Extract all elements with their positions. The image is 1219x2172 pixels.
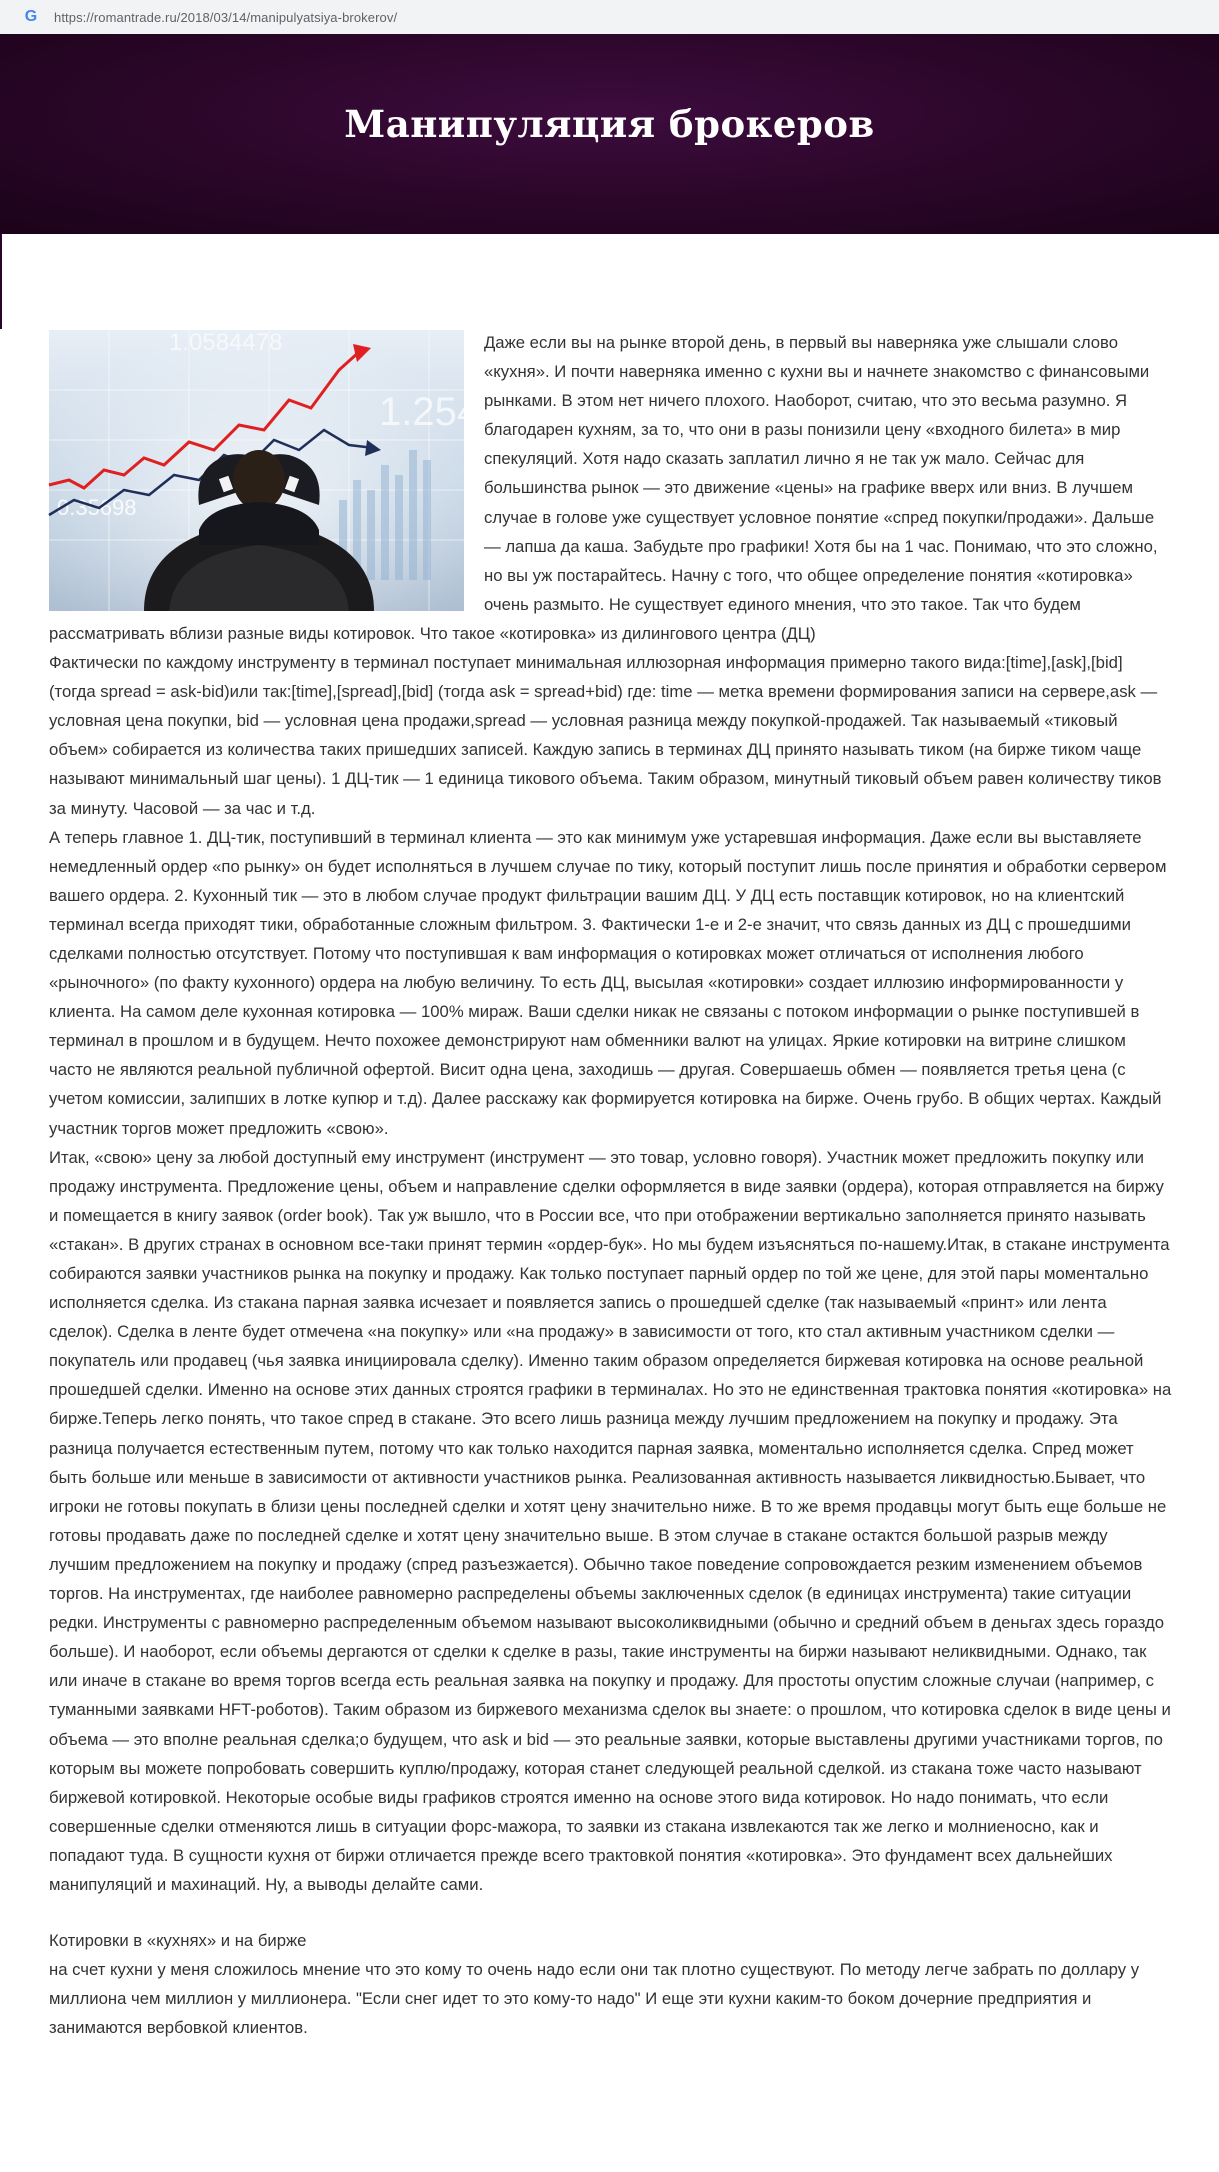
- browser-address-bar[interactable]: [0, 0, 1219, 35]
- article-paragraph-1: Даже если вы на рынке второй день, в первый вы наверняка уже слышали слово «кухня». И почти наверняка именно с кухни вы и начнете знакомство с финансовыми рынками. В этом нет ничего плохого. Наоборот, считаю, что это весьма разумно. Я благодарен кухням, за то, что они в разы понизили цену «входного билета» в мир спекуляций. Хотя надо сказать заплатил лично я не так уж мало. Сейчас для большинства рынок — это движение «цены» на графике вверх или вниз. В лучшем случае в голове уже существует условное понятие «спред покупки/продажи». Дальше — лапша да каша. Забудьте про графики! Хотя бы на 1 час. Понимаю, что это сложно, но вы уж постарайтесь. Начну с того, что общее определение понятия «котировка» очень размыто. Не существует единого мнения, что это такое. Так что будем рассматривать вблизи разные виды котировок. Что такое «котировка» из дилингового центра (ДЦ): [49, 333, 1158, 643]
- article-image-trader-chart: [49, 329, 480, 611]
- figure-number-1: 1.0584478: [169, 329, 283, 356]
- article-paragraph-5: на счет кухни у меня сложилось мнение что это кому то очень надо если они так плотно существуют. По методу легче забрать по доллару у миллиона чем миллион у миллионера. "Если снег идет то это кому-то надо" И еще эти кухни каким-то боком дочерние предприятия и занимаются вербовкой клиентов.: [49, 1960, 1140, 2038]
- figure-number-3: 0.35698: [57, 495, 137, 520]
- page-header-banner: [0, 34, 1219, 234]
- article-paragraph-4: Итак, «свою» цену за любой доступный ему инструмент (инструмент — это товар, условно говоря). Участник может предложить покупку или продажу инструмента. Предложение цены, объем и направление сделки оформляется в виде заявки (ордера), которая отправляется на биржу и помещается в книгу заявок (order book). Так уж вышло, что в России все, что при отображении вертикально заполняется принято называть «стакан». В других странах в основном все-таки принят термин «ордер-бук». Но мы будем изъясняться по-нашему.Итак, в стакане инструмента собираются заявки участников рынка на покупку и продажу. Как только поступает парный ордер по той же цене, для этой пары моментально исполняется сделка. Из стакана парная заявка исчезает и появляется запись о прошедшей сделке (так называемый «принт» или лента сделок). Сделка в ленте будет отмечена «на покупку» или «на продажу» в зависимости от того, кто стал активным участником сделки — покупатель или продавец (чья заявка инициировала сделку). Именно таким образом определяется биржевая котировка на основе реальной прошедшей сделки. Именно на основе этих данных строятся графики в терминалах. Но это не единственная трактовка понятия «котировка» на бирже.Теперь легко понять, что такое спред в стакане. Это всего лишь разница между лучшим предложением на покупку и продажу. Эта разница получается естественным путем, потому что как только находится парная заявка, моментально исполняется сделка. Спред может быть больше или меньше в зависимости от активности участников рынка. Реализованная активность называется ликвидностью.Бывает, что игроки не готовы покупать в близи цены последней сделки и хотят цену значительно ниже. В то же время продавцы могут быть еще больше не готовы продавать даже по последней сделке и хотят цену значительно выше. В этом случае в стакане остактся большой разрыв между лучшим предложением на покупку и продажу (спред разъезжается). Обычно такое поведение сопровождается резким изменением объемов торгов. На инструментах, где наиболее равномерно распределены объемы заключенных сделок (в единицах инструмента) такие ситуации редки. Инструменты с равномерно распределенным объемом называют высоколиквидными (обычно и средний объем в деньгах здесь гораздо больше). И наоборот, если объемы дергаются от сделки к сделке в разы, такие инструменты на биржи называют неликвидными. Однако, так или иначе в стакане во время торгов всегда есть реальная заявка на покупку и продажу. Для простоты опустим сложные случаи (например, с туманными заявками HFT-роботов). Таким образом из биржевого механизма сделок вы знаете: о прошлом, что котировка сделок в виде цены и объема — это вполне реальная сделка;о будущем, что ask и bid — это реальные заявки, которые выставлены другими участниками торгов, по которым вы можете попробовать совершить куплю/продажу, которая станет следующей реальной сделкой. из стакана тоже часто называют биржевой котировкой. Некоторые особые виды графиков строятся именно на основе этого вида котировок. Но надо понимать, что если совершенные сделки отменяются лишь в ситуации форс-мажора, то заявки из стакана извлекаются так же легко и молниеносно, как и попадают туда. В сущности кухня от биржи отличается прежде всего трактовкой понятия «котировка». Это фундамент всех дальнейших манипуляций и махинаций. Ну, а выводы делайте сами.: [49, 1147, 1172, 1894]
- page-title: Манипуляция брокеров: [344, 102, 875, 146]
- google-g-icon: G: [24, 8, 38, 25]
- url-text[interactable]: https://romantrade.ru/2018/03/14/manipulyatsiya-brokerov/: [54, 9, 398, 25]
- trader-chart-image: [49, 329, 480, 611]
- article-paragraph-2: Фактически по каждому инструменту в терминал поступает минимальная иллюзорная информация примерно такого вида:[time],[ask],[bid] (тогда spread = ask-bid)или так:[time],[spread],[bid] (тогда ask = spread+bid) где: time — метка времени формирования записи на сервере,ask — условная цена покупки, bid — условная цена продажи,spread — условная разница между покупкой-продажей. Так называемый «тиковый объем» собирается из количества таких пришедших записей. Каждую запись в терминах ДЦ принято называть тиком (на бирже тиком чаще называют минимальный шаг цены). 1 ДЦ-тик — 1 единица тикового объема. Таким образом, минутный тиковый объем равен количеству тиков за минуту. Часовой — за час и т.д.: [49, 653, 1162, 818]
- article-body: [49, 328, 1173, 2042]
- article-paragraph-3: А теперь главное 1. ДЦ-тик, поступивший в терминал клиента — это как минимум уже устаревшая информация. Даже если вы выставляете немедленный ордер «по рынку» он будет исполняться в лучшем случае по тику, который поступит лишь после принятия и обработки сервером вашего ордера. 2. Кухонный тик — это в любом случае продукт фильтрации вашим ДЦ. У ДЦ есть поставщик котировок, но на клиентский терминал всегда приходят тики, обработанные сложным фильтром. 3. Фактически 1-е и 2-е значит, что связь данных из ДЦ с прошедшими сделками полностью отсутствует. Потому что поступившая к вам информация о котировках может отличаться от исполнения любого «рыночного» (по факту кухонного) ордера на любую величину. То есть ДЦ, высылая «котировки» создает иллюзию информированности у клиента. На самом деле кухонная котировка — 100% мираж. Ваши сделки никак не связаны с потоком информации о рынке поступившей в терминал в прошлом и в будущем. Нечто похожее демонстрируют нам обменники валют на улицах. Яркие котировки на витрине слишком часто не являются реальной публичной офертой. Висит одна цена, заходишь — другая. Совершаешь обмен — появляется третья цена (с учетом комиссии, залипших в лотке купюр и т.д). Далее расскажу как формируется котировка на бирже. Очень грубо. В общих чертах. Каждый участник торгов может предложить «свою».: [49, 827, 1167, 1138]
- article-subheading: Котировки в «кухнях» и на бирже: [49, 1931, 307, 1951]
- header-left-strip: [0, 234, 2, 329]
- figure-number-2: 1.254: [379, 390, 480, 434]
